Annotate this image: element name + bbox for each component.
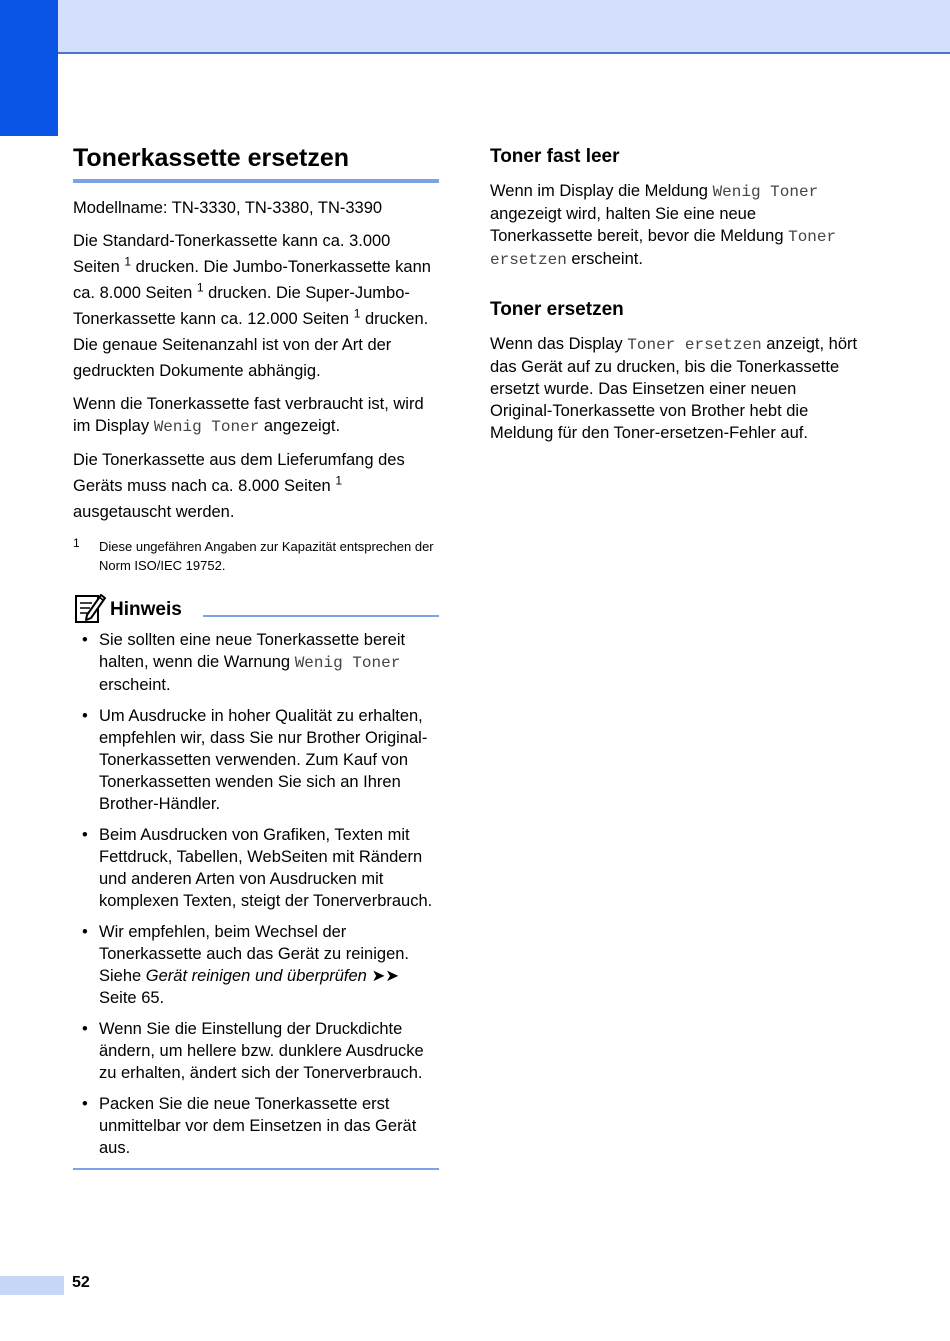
- section-replace-toner: [490, 297, 860, 444]
- list-item: [73, 824, 439, 912]
- bullet: •: [82, 923, 88, 941]
- note-text: Seite 65.: [99, 989, 165, 1007]
- page-number: 52: [72, 1274, 90, 1291]
- header-band: [0, 0, 950, 54]
- page-number-band: [0, 1276, 64, 1295]
- paragraph-text: angezeigt wird, halten Sie eine neue Tonerkassette bereit, bevor die Meldung: [490, 205, 789, 245]
- capacity-text-1: Die Standard-Tonerkassette kann ca. 3.000 Seiten: [73, 232, 391, 276]
- paragraph-text: Wenn im Display die Meldung: [490, 182, 713, 200]
- left-column: [73, 142, 439, 1170]
- display-message: Toner ersetzen: [627, 336, 762, 354]
- footnote-ref: 1: [196, 280, 204, 295]
- section-heading-toner-almost-empty: Toner fast leer: [490, 146, 620, 167]
- bullet: •: [82, 707, 88, 725]
- note-text: Wenn Sie die Einstellung der Druckdichte ändern, um hellere bzw. dunklere Ausdrucke zu erhalten, ändert sich der Tonerverbrauch.: [99, 1020, 424, 1082]
- note-list: [73, 629, 439, 1159]
- footnote-text: Diese ungefähren Angaben zur Kapazität entsprechen der Norm ISO/IEC 19752.: [99, 539, 434, 573]
- display-message: Wenig Toner: [153, 418, 260, 436]
- paragraph-text: anzeigt, hört das Gerät auf zu drucken, bis die Tonerkassette ersetzt wurde. Das Einsetzen einer neuen Original-Tonerkassette von Brother hebt die Meldung für den Toner-ersetzen-Fehler auf.: [490, 335, 858, 442]
- title-underline: [73, 179, 439, 183]
- bullet: •: [82, 631, 88, 649]
- capacity-text-4: drucken. Die genaue Seitenanzahl ist von der Art der gedruckten Dokumente abhängig.: [73, 310, 429, 380]
- footnote-ref: 1: [124, 254, 132, 269]
- note-text: Um Ausdrucke in hoher Qualität zu erhalten, empfehlen wir, dass Sie nur Brother Original-Tonerkassetten verwenden. Zum Kauf von Tonerkassetten wenden Sie sich an Ihren Brother-Händler.: [99, 707, 428, 813]
- list-item: [73, 921, 439, 1009]
- right-column: [490, 144, 860, 453]
- model-name: Modellname: TN-3330, TN-3380, TN-3390: [73, 199, 383, 217]
- display-message: Wenig Toner: [294, 654, 401, 672]
- capacity-text-3: drucken. Die Super-Jumbo-Tonerkassette kann ca. 12.000 Seiten: [73, 284, 410, 328]
- list-item: [73, 705, 439, 815]
- supplied-cartridge-paragraph: [73, 447, 439, 525]
- note-text: Packen Sie die neue Tonerkassette erst unmittelbar vor dem Einsetzen in das Gerät aus.: [99, 1095, 417, 1157]
- page-arrow-icon: ➤➤: [371, 967, 400, 985]
- page-title: Tonerkassette ersetzen: [73, 144, 350, 172]
- almost-empty-paragraph: [73, 393, 439, 438]
- bullet: •: [82, 1095, 88, 1113]
- almost-empty-text-2: angezeigt.: [259, 417, 341, 435]
- footnote-ref: 1: [335, 473, 342, 488]
- capacity-paragraph: [73, 228, 439, 384]
- note-text: Beim Ausdrucken von Grafiken, Texten mit Fettdruck, Tabellen, WebSeiten mit Rändern und anderen Arten von Ausdrucken mit komplexen Texten, steigt der Tonerverbrauch.: [99, 826, 433, 910]
- paragraph-text: erscheint.: [566, 250, 643, 268]
- bullet: •: [82, 826, 88, 844]
- note-box: [73, 591, 439, 1170]
- replace-toner-paragraph: [490, 333, 860, 444]
- note-pencil-icon: [73, 591, 107, 625]
- note-title: Hinweis: [110, 599, 182, 620]
- section-heading-replace-toner: Toner ersetzen: [490, 299, 624, 320]
- bullet: •: [82, 1020, 88, 1038]
- footnote-ref: 1: [353, 306, 361, 321]
- display-message: Toner ersetzen: [490, 228, 837, 269]
- list-item: [73, 1018, 439, 1084]
- paragraph-text: Wenn das Display: [490, 335, 628, 353]
- almost-empty-text-1: Wenn die Tonerkassette fast verbraucht ist, wird im Display: [73, 395, 424, 435]
- list-item: [73, 1093, 439, 1159]
- supplied-text-2: ausgetauscht werden.: [73, 503, 235, 521]
- display-message: Wenig Toner: [712, 183, 819, 201]
- cross-reference-link[interactable]: Gerät reinigen und überprüfen: [145, 967, 367, 985]
- chapter-tab: [0, 0, 58, 136]
- supplied-text-1: Die Tonerkassette aus dem Lieferumfang des Geräts muss nach ca. 8.000 Seiten: [73, 451, 405, 495]
- note-bottom-rule: [73, 1168, 439, 1170]
- note-text: Wir empfehlen, beim Wechsel der Tonerkassette auch das Gerät zu reinigen. Siehe: [99, 923, 410, 985]
- note-text: Sie sollten eine neue Tonerkassette bereit halten, wenn die Warnung: [99, 631, 406, 671]
- toner-almost-empty-paragraph: [490, 180, 860, 271]
- capacity-text-2: drucken. Die Jumbo-Tonerkassette kann ca. 8.000 Seiten: [73, 258, 431, 302]
- note-text: erscheint.: [99, 676, 171, 694]
- list-item: [73, 629, 439, 696]
- footnote-number: 1: [73, 536, 80, 550]
- note-title-rule: [203, 615, 439, 617]
- footnote: [73, 537, 439, 575]
- note-header: [73, 591, 439, 625]
